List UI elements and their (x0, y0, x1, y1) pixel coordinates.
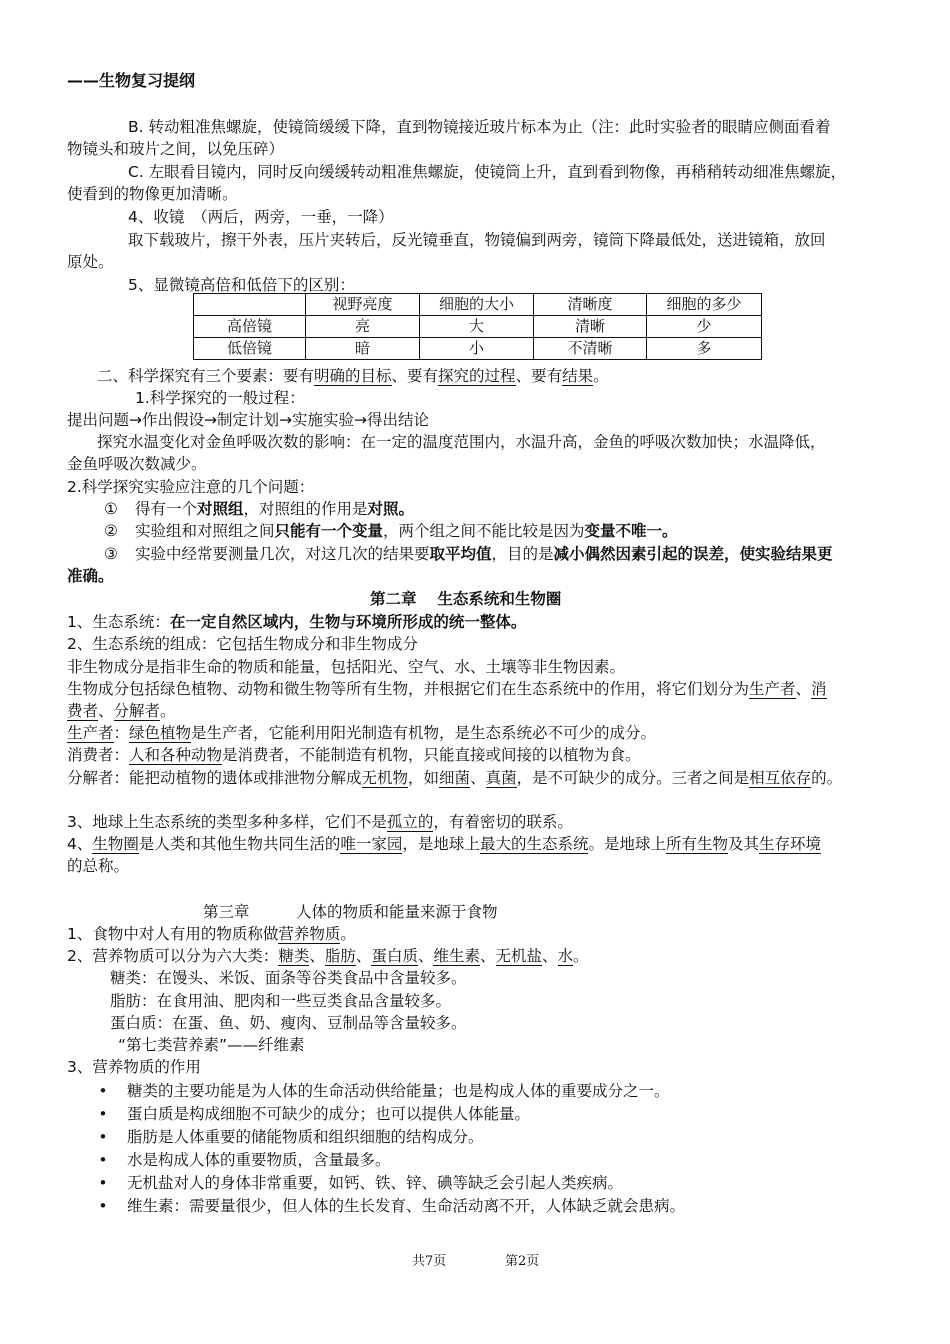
page-number: 第2页 (505, 1254, 540, 1269)
microscope-comparison-table (193, 293, 762, 360)
note-marker: ② (104, 522, 118, 540)
text-line: 分解者：能把动植物的遗体或排泄物分解成无机物，如细菌、真菌，是不可缺少的成分。三者之间是相互依存的。 (67, 769, 843, 787)
text-line: 蛋白质：在蛋、鱼、奶、瘦肉、豆制品等含量较多。 (110, 1014, 467, 1032)
list-item: 糖类的主要功能是为人体的生命活动供给能量；也是构成人体的重要成分之一。 (127, 1082, 670, 1100)
table-cell: 清晰 (534, 316, 647, 338)
text-line: 2、营养物质可以分为六大类：糖类、脂肪、蛋白质、维生素、无机盐、水。 (67, 947, 589, 965)
bullet-mark: • (98, 1197, 108, 1215)
note-marker: ① (104, 500, 118, 518)
table-header-cell: 清晰度 (534, 294, 647, 316)
text-line: 取下载玻片，擦干外表，压片夹转后，反光镜垂直，物镜偏到两旁，镜筒下降最低处，送进镜箱，放回 (128, 231, 826, 249)
text-line: “第七类营养素”——纤维素 (118, 1036, 305, 1054)
table-cell: 高倍镜 (194, 316, 306, 338)
text-line: 非生物成分是指非生命的物质和能量，包括阳光、空气、水、土壤等非生物因素。 (67, 658, 626, 676)
text-line: 1.科学探究的一般过程： (135, 389, 305, 407)
table-header-cell: 细胞的多少 (647, 294, 762, 316)
list-item: 维生素：需要量很少，但人体的生长发育、生命活动离不开，人体缺乏就会患病。 (127, 1197, 686, 1215)
text-line: 准确。 (67, 567, 114, 585)
text-line: 1、生态系统：在一定自然区域内，生物与环境所形成的统一整体。 (67, 613, 527, 631)
text-line: 1、食物中对人有用的物质称做营养物质。 (67, 925, 356, 943)
text-line: B. 转动粗准焦螺旋，使镜筒缓缓下降，直到物镜接近玻片标本为止（注：此时实验者的眼睛应侧面看着 (128, 118, 831, 136)
table-header-cell: 视野亮度 (306, 294, 420, 316)
bullet-mark: • (98, 1105, 108, 1123)
text-line: C. 左眼看目镜内，同时反向缓缓转动粗准焦螺旋，使镜筒上升，直到看到物像，再稍稍转动细准焦螺旋， (128, 163, 847, 181)
text-line: 生产者：绿色植物是生产者，它能利用阳光制造有机物，是生态系统必不可少的成分。 (67, 724, 657, 742)
list-item: 蛋白质是构成细胞不可缺少的成分；也可以提供人体能量。 (127, 1105, 531, 1123)
table-cell: 不清晰 (534, 338, 647, 360)
bullet-mark: • (98, 1174, 108, 1192)
text-line: 2、生态系统的组成：它包括生物成分和非生物成分 (67, 635, 418, 653)
text-line: 5、显微镜高倍和低倍下的区别： (128, 276, 355, 294)
document-header: ——生物复习提纲 (67, 71, 196, 90)
table-cell: 大 (420, 316, 534, 338)
text-line: 金鱼呼吸次数减少。 (67, 455, 207, 473)
chapter-title: 第二章 生态系统和生物圈 (370, 590, 562, 608)
bullet-mark: • (98, 1128, 108, 1146)
text-line: 糖类：在馒头、米饭、面条等谷类食品中含量较多。 (110, 969, 467, 987)
text-line: 3、营养物质的作用 (67, 1058, 201, 1076)
table-cell: 亮 (306, 316, 420, 338)
table-header-cell: 细胞的大小 (420, 294, 534, 316)
text-line: 消费者：人和各种动物是消费者，不能制造有机物，只能直接或间接的以植物为食。 (67, 746, 641, 764)
bullet-mark: • (98, 1151, 108, 1169)
text-line: 使看到的物像更加清晰。 (67, 185, 238, 203)
text-line: 4、生物圈是人类和其他生物共同生活的唯一家园，是地球上最大的生态系统。是地球上所有生物及其生存环境 (67, 835, 822, 853)
page-count: 共7页 (412, 1254, 447, 1269)
table-cell: 少 (647, 316, 762, 338)
text-line: 探究水温变化对金鱼呼吸次数的影响：在一定的温度范围内，水温升高，金鱼的呼吸次数加快；水温降低， (97, 433, 826, 451)
bullet-mark: • (98, 1082, 108, 1100)
note-marker: ③ (104, 545, 118, 563)
table-cell: 低倍镜 (194, 338, 306, 360)
table-row (194, 316, 762, 338)
chapter-title: 人体的物质和能量来源于食物 (296, 903, 498, 921)
text-line: 的总称。 (67, 857, 130, 875)
text-line: 3、地球上生态系统的类型多种多样，它们不是孤立的，有着密切的联系。 (67, 813, 573, 831)
table-cell: 小 (420, 338, 534, 360)
text-line: 生物成分包括绿色植物、动物和微生物等所有生物，并根据它们在生态系统中的作用，将它们划分为生产者、消 (67, 680, 827, 698)
text-line: 脂肪：在食用油、肥肉和一些豆类食品含量较多。 (110, 992, 452, 1010)
note-line: 得有一个对照组，对照组的作用是对照。 (135, 500, 415, 518)
text-line: 提出问题→作出假设→制定计划→实施实验→得出结论 (67, 411, 429, 429)
table-header-row (194, 294, 762, 316)
text-line: 2.科学探究实验应注意的几个问题： (67, 478, 315, 496)
table-header-cell (194, 294, 306, 316)
table-row (194, 338, 762, 360)
table-cell: 多 (647, 338, 762, 360)
note-line: 实验中经常要测量几次，对这几次的结果要取平均值，目的是减小偶然因素引起的误差，使实验结果更 (135, 545, 833, 563)
list-item: 脂肪是人体重要的储能物质和组织细胞的结构成分。 (127, 1128, 484, 1146)
text-line: 4、收镜 （两后，两旁，一垂，一降） (128, 208, 394, 226)
text-line: 原处。 (67, 253, 114, 271)
note-line: 实验组和对照组之间只能有一个变量，两个组之间不能比较是因为变量不唯一。 (135, 522, 678, 540)
chapter-title: 第三章 (203, 903, 250, 921)
table-cell: 暗 (306, 338, 420, 360)
science-elements-line: 二、科学探究有三个要素：要有明确的目标、要有探究的过程、要有结果。 (97, 367, 609, 385)
text-line: 物镜头和玻片之间，以免压碎） (67, 140, 285, 158)
list-item: 水是构成人体的重要物质，含量最多。 (127, 1151, 391, 1169)
list-item: 无机盐对人的身体非常重要，如钙、铁、锌、碘等缺乏会引起人类疾病。 (127, 1174, 624, 1192)
text-line: 费者、分解者。 (67, 702, 176, 720)
